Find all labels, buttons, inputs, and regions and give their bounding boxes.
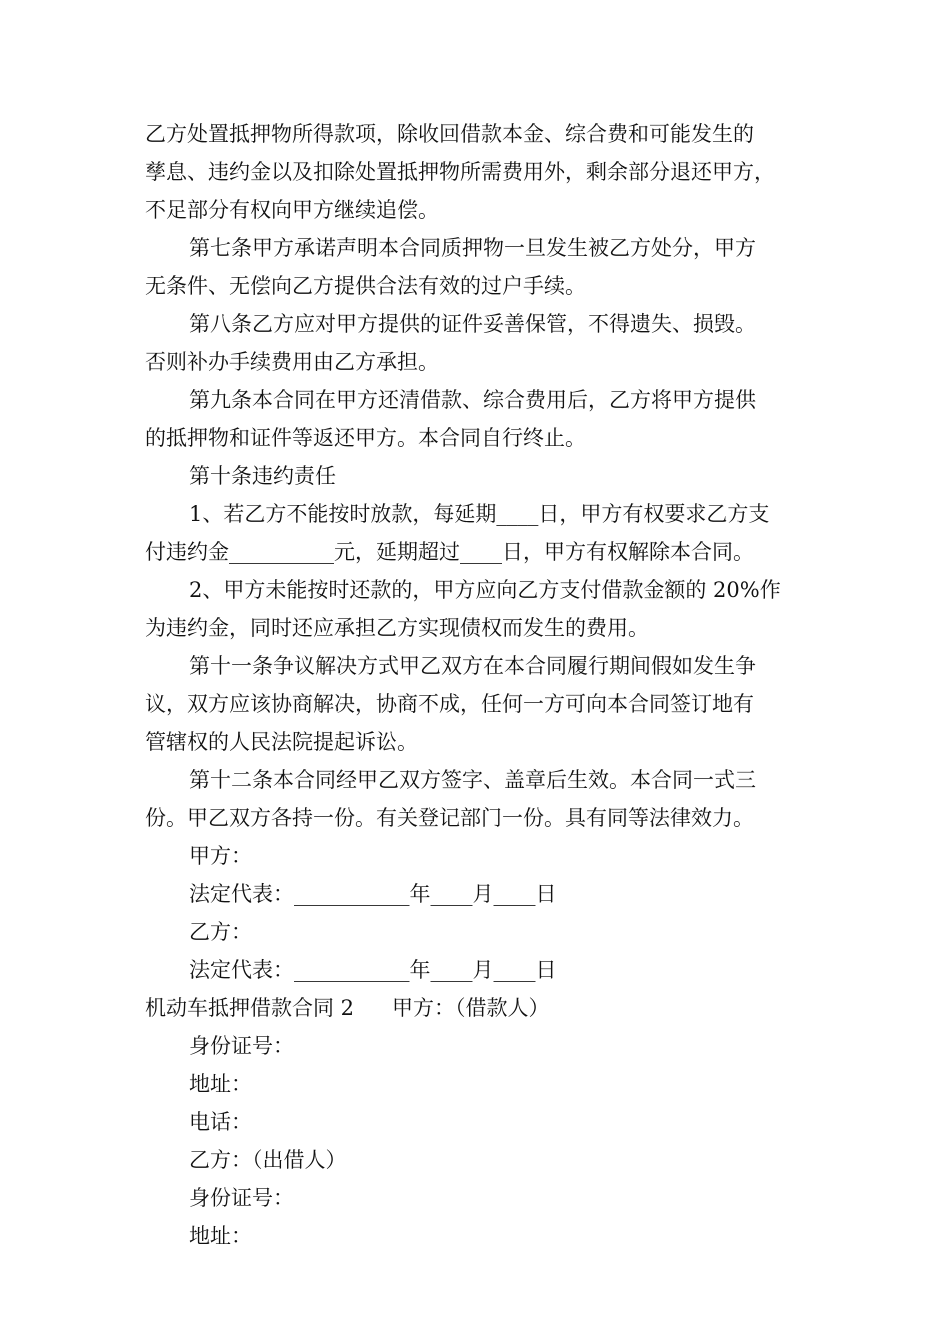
address-label: 地址： [189, 1072, 252, 1096]
clause-9-line: 第九条本合同在甲方还清借款、综合费用后，乙方将甲方提供 [189, 388, 756, 412]
clause-8-line: 第八条乙方应对甲方提供的证件妥善保管，不得遗失、损毁。 [189, 312, 756, 336]
id-number-label: 身份证号： [189, 1034, 294, 1058]
clause-11-line: 管辖权的人民法院提起诉讼。 [145, 730, 418, 754]
paragraph-line: 不足部分有权向甲方继续追偿。 [145, 198, 439, 222]
paragraph-line: 孳息、违约金以及扣除处置抵押物所需费用外，剩余部分退还甲方， [145, 160, 775, 184]
clause-11-line: 第十一条争议解决方式甲乙双方在本合同履行期间假如发生争 [189, 654, 756, 678]
contract-2-party-a: 甲方：（借款人） [392, 996, 550, 1020]
party-a-label: 甲方： [189, 844, 252, 868]
clause-10-heading: 第十条违约责任 [189, 464, 336, 488]
clause-7-line: 第七条甲方承诺声明本合同质押物一旦发生被乙方处分，甲方 [189, 236, 756, 260]
clause-12-line: 份。甲乙双方各持一份。有关登记部门一份。具有同等法律效力。 [145, 806, 754, 830]
clause-10-item-1: 1、若乙方不能按时放款，每延期____日，甲方有权要求乙方支 [189, 502, 770, 526]
party-b-label: 乙方： [189, 920, 252, 944]
clause-10-item-2: 为违约金，同时还应承担乙方实现债权而发生的费用。 [145, 616, 649, 640]
party-b-signature-line: 法定代表：___________年____月____日 [189, 958, 557, 982]
id-number-label: 身份证号： [189, 1186, 294, 1210]
contract-2-heading-line [145, 993, 550, 1023]
party-a-signature-line: 法定代表：___________年____月____日 [189, 882, 557, 906]
party-b-lender-label: 乙方：（出借人） [189, 1148, 347, 1172]
clause-9-line: 的抵押物和证件等返还甲方。本合同自行终止。 [145, 426, 586, 450]
address-label: 地址： [189, 1224, 252, 1248]
clause-8-line: 否则补办手续费用由乙方承担。 [145, 350, 439, 374]
clause-10-item-2: 2、甲方未能按时还款的，甲方应向乙方支付借款金额的 20%作 [189, 578, 781, 602]
contract-2-title: 机动车抵押借款合同 2 [145, 996, 355, 1020]
phone-label: 电话： [189, 1110, 252, 1134]
paragraph-line: 乙方处置抵押物所得款项，除收回借款本金、综合费和可能发生的 [145, 122, 754, 146]
clause-12-line: 第十二条本合同经甲乙双方签字、盖章后生效。本合同一式三 [189, 768, 756, 792]
clause-7-line: 无条件、无偿向乙方提供合法有效的过户手续。 [145, 274, 586, 298]
clause-10-item-1: 付违约金__________元，延期超过____日，甲方有权解除本合同。 [145, 540, 754, 564]
clause-11-line: 议，双方应该协商解决，协商不成，任何一方可向本合同签订地有 [145, 692, 754, 716]
